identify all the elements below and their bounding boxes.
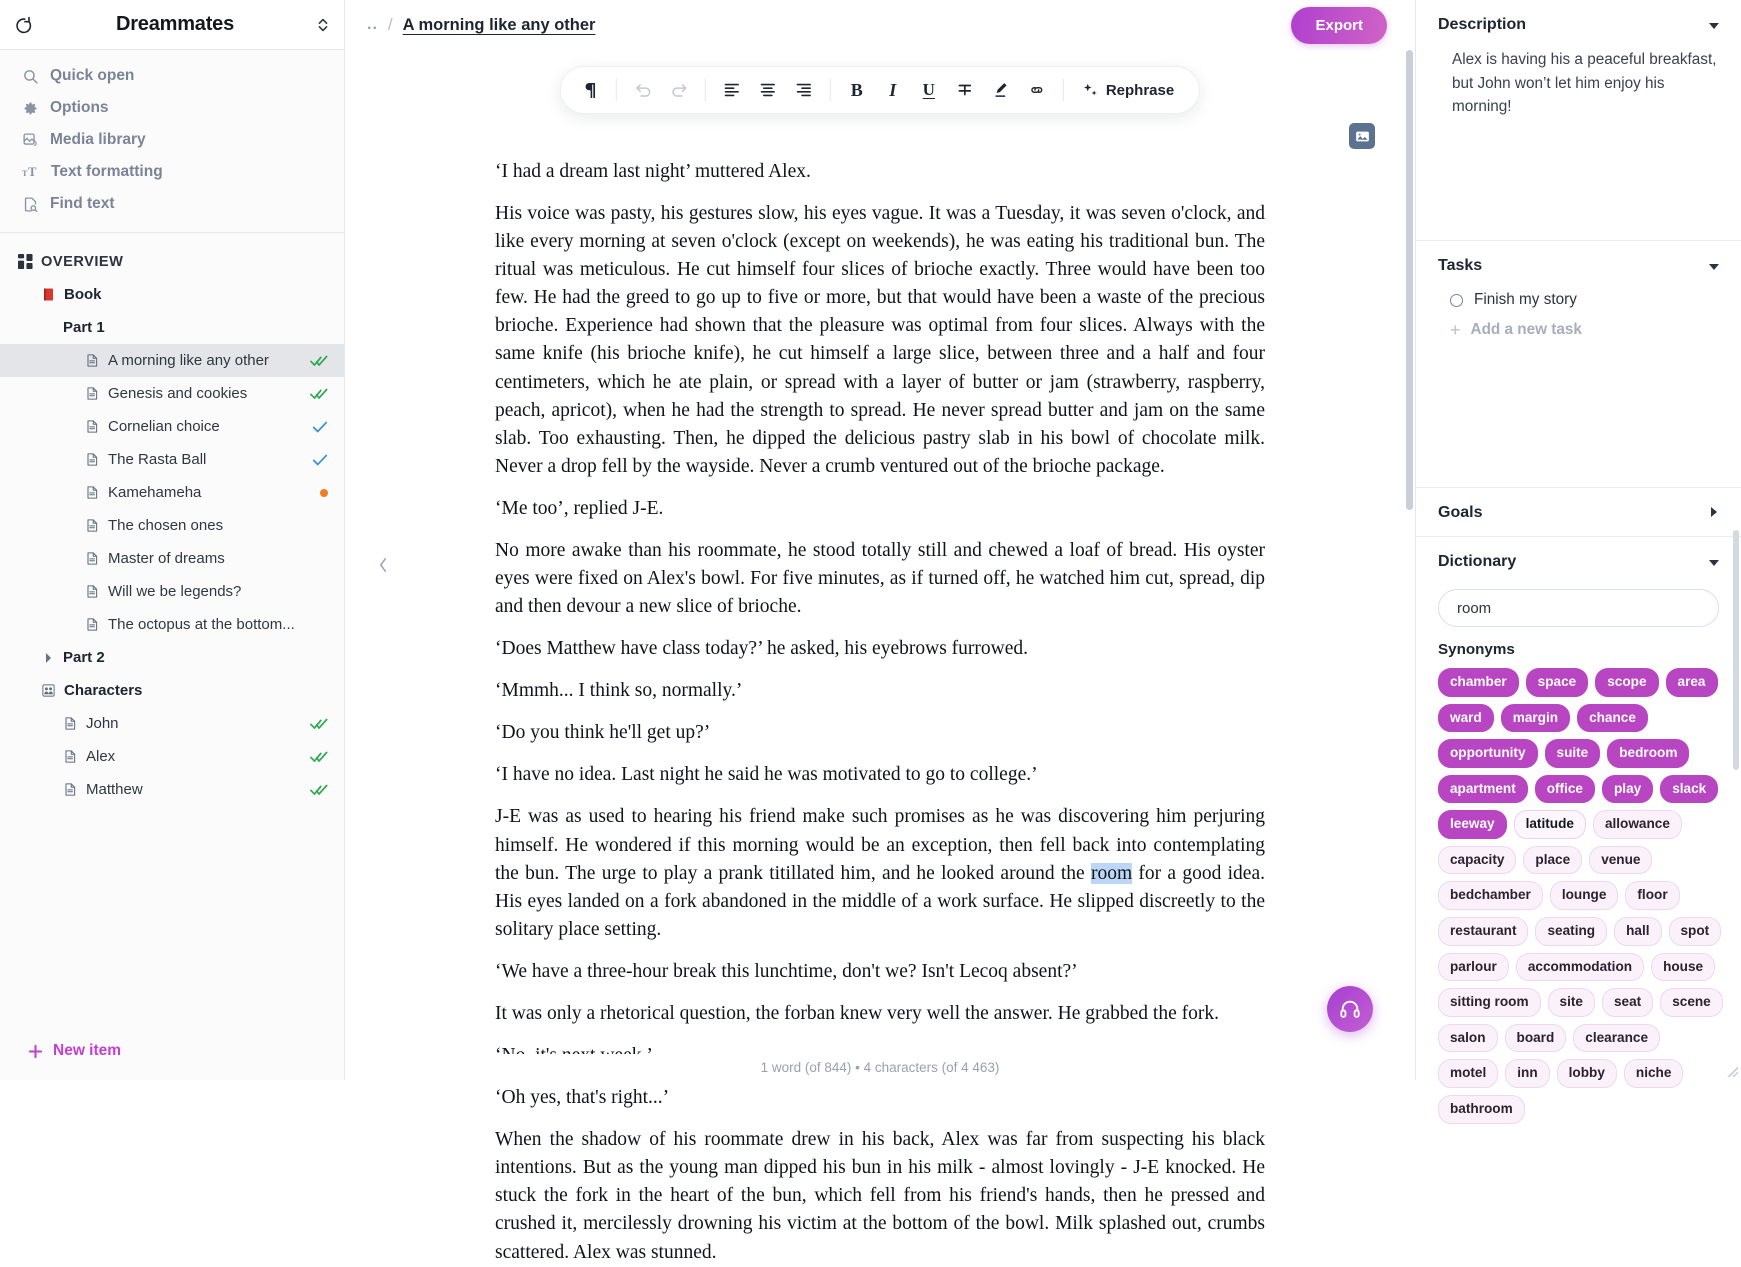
- tree-item-label: Will we be legends?: [108, 583, 242, 600]
- synonym-chip[interactable]: space: [1526, 668, 1589, 697]
- synonym-chip[interactable]: suite: [1545, 739, 1601, 768]
- goals-title: Goals: [1438, 504, 1483, 521]
- synonym-chip[interactable]: parlour: [1438, 953, 1509, 982]
- tree-item-label: Master of dreams: [108, 550, 225, 567]
- synonym-chip[interactable]: lounge: [1550, 881, 1619, 910]
- tree-item-label: A morning like any other: [108, 352, 269, 369]
- italic-icon[interactable]: I: [889, 79, 897, 100]
- document-paragraph[interactable]: ‘I have no idea. Last night he said he was motivated to go to college.’: [495, 764, 1038, 786]
- formatting-toolbar: [560, 66, 1200, 114]
- synonym-chip[interactable]: niche: [1624, 1059, 1684, 1088]
- sidebar-overview-label: OVERVIEW: [41, 253, 124, 270]
- synonym-chip[interactable]: bedroom: [1607, 739, 1689, 768]
- tree-item-part-1[interactable]: [0, 311, 344, 344]
- chevron-down-icon[interactable]: [1707, 556, 1719, 568]
- gear-icon: [22, 100, 39, 117]
- tree-item-label: Book: [64, 286, 102, 303]
- status-double-check-icon: [310, 387, 328, 401]
- plus-icon: [28, 1044, 43, 1059]
- breadcrumb-current[interactable]: A morning like any other: [402, 15, 596, 34]
- synonym-chip[interactable]: margin: [1501, 704, 1570, 733]
- synonym-chip[interactable]: restaurant: [1438, 917, 1528, 946]
- synonyms-title: Synonyms: [1438, 641, 1515, 658]
- tree-item-kamehameha[interactable]: [0, 476, 344, 509]
- synonym-chip[interactable]: office: [1535, 775, 1595, 804]
- panel-collapse-button[interactable]: [373, 555, 393, 575]
- synonym-chip[interactable]: place: [1523, 846, 1582, 875]
- synonym-chip[interactable]: opportunity: [1438, 739, 1538, 768]
- toolbar-separator: [830, 79, 831, 101]
- app-title: Dreammates: [115, 13, 235, 35]
- dictionary-section: [1416, 537, 1741, 1134]
- rephrase-label: Rephrase: [1105, 81, 1175, 99]
- tree-item-genesis-and-cookies[interactable]: [0, 377, 344, 410]
- document-icon: [63, 749, 78, 764]
- search-icon: [22, 68, 39, 85]
- dictionary-input-wrapper: [1416, 585, 1741, 641]
- plus-icon: +: [1450, 320, 1461, 340]
- tree-item-the-octopus-at-the-bottom[interactable]: [0, 608, 344, 641]
- synonym-chip[interactable]: allowance: [1593, 810, 1682, 839]
- tree-item-will-we-be-legends[interactable]: [0, 575, 344, 608]
- new-item-button[interactable]: [0, 1028, 344, 1080]
- document-icon: [85, 551, 100, 566]
- redo-icon[interactable]: [662, 74, 696, 106]
- synonym-chip[interactable]: inn: [1505, 1059, 1549, 1088]
- document-paragraph[interactable]: His voice was pasty, his gestures slow, his eyes vague. It was a Tuesday, it was seven o'clock, and like every morning at seven o'clock (except on weekends), he was eating his traditional bun. The ritual was meticulous. He cut himself four slices of brioche exactly. Three would have been too few. He had the greed to go up to five or more, but that would have been a waste of the precious brioche. Experience had shown that the pleasure was optimal from four slices. Always with the same knife (his brioche knife), he cut himself a large slice, between three and a half and four centimeters, which he ate plain, or spread with a layer of butter or jam (strawberry, raspberry, peach, apricot), when he had the strength to spread. He never spread butter and jam on the same slab. Too exhausting. Then, he dipped the delicious pastry slab in his bowl of chocolate milk. Never a drop fell by the wayside. Never a crumb ventured out of the brioche package.: [495, 203, 1265, 477]
- synonym-chip[interactable]: floor: [1625, 881, 1679, 910]
- status-double-check-icon: [310, 354, 328, 368]
- tree-item-cornelian-choice[interactable]: [0, 410, 344, 443]
- document-icon: [85, 386, 100, 401]
- tree-item-part-2[interactable]: [0, 641, 344, 674]
- editor-wrapper: [345, 50, 1415, 1263]
- status-double-check-icon: [310, 750, 328, 764]
- synonym-chip[interactable]: lobby: [1557, 1059, 1617, 1088]
- dictionary-header[interactable]: [1416, 537, 1741, 585]
- document-icon: [85, 452, 100, 467]
- chevron-right-icon[interactable]: [44, 652, 55, 663]
- breadcrumb-parent[interactable]: ..: [367, 16, 378, 33]
- document-paragraph[interactable]: ‘Me too’, replied J-E.: [495, 497, 664, 519]
- document-icon: [85, 518, 100, 533]
- synonym-chip[interactable]: hall: [1614, 917, 1661, 946]
- sidebar-item-overview[interactable]: [0, 245, 344, 278]
- right-panel-scrollbar[interactable]: [1733, 530, 1739, 770]
- synonym-chip[interactable]: sitting room: [1438, 988, 1541, 1017]
- tree-item-label: Kamehameha: [108, 484, 202, 501]
- synonym-chip[interactable]: seating: [1535, 917, 1607, 946]
- task-item[interactable]: [1416, 289, 1741, 315]
- selected-word[interactable]: room: [1090, 862, 1133, 884]
- tree-item-alex[interactable]: [0, 740, 344, 773]
- sidebar: [0, 0, 345, 1080]
- synonym-chip[interactable]: scope: [1595, 668, 1658, 697]
- svg-text:T: T: [28, 164, 37, 179]
- synonym-chip[interactable]: salon: [1438, 1024, 1498, 1053]
- tree-item-label: The octopus at the bottom...: [108, 616, 295, 633]
- tree-item-matthew[interactable]: [0, 773, 344, 806]
- document-paragraph[interactable]: [495, 803, 1265, 943]
- document-paragraph[interactable]: ‘Mmmh... I think so, normally.’: [495, 680, 743, 702]
- synonym-chip[interactable]: venue: [1589, 846, 1652, 875]
- status-double-check-icon: [310, 717, 328, 731]
- synonym-chip[interactable]: ward: [1438, 704, 1494, 733]
- rephrase-button[interactable]: [1073, 77, 1187, 104]
- document-icon: [85, 485, 100, 500]
- new-item-label: New item: [53, 1042, 122, 1059]
- goals-section: [1416, 488, 1741, 537]
- synonym-chip[interactable]: site: [1548, 988, 1595, 1017]
- logout-icon[interactable]: [14, 15, 34, 35]
- synonym-chip[interactable]: scene: [1660, 988, 1723, 1017]
- toolbar-separator: [616, 79, 617, 101]
- chevron-down-icon[interactable]: [44, 322, 55, 333]
- sidebar-item-label: Media library: [50, 131, 146, 148]
- synonym-chip[interactable]: leeway: [1438, 810, 1507, 839]
- synonyms-list: [1416, 668, 1741, 1134]
- paragraph-text-after: for a good idea. His eyes landed on a fork abandoned in the middle of a work surface. He slipped discreetly to the solitary place setting.: [495, 862, 1265, 940]
- sidebar-item-label: Options: [50, 99, 109, 116]
- sidebar-item-quick-open[interactable]: [0, 60, 344, 92]
- task-label: Finish my story: [1474, 291, 1577, 308]
- undo-icon[interactable]: [626, 74, 660, 106]
- tree-item-master-of-dreams[interactable]: [0, 542, 344, 575]
- description-title: Description: [1438, 16, 1527, 33]
- description-text[interactable]: Alex is having his a peaceful breakfast, but John won’t let him enjoy his morning!: [1452, 51, 1717, 116]
- sparkles-icon: [1082, 82, 1099, 99]
- tree-item-label: The chosen ones: [108, 517, 224, 534]
- synonym-chip[interactable]: clearance: [1573, 1024, 1660, 1053]
- sidebar-item-label: Find text: [50, 195, 115, 212]
- status-dot-icon: [320, 489, 328, 497]
- tree-item-label: Cornelian choice: [108, 418, 220, 435]
- toolbar-separator: [1063, 79, 1064, 101]
- sidebar-item-text-formatting[interactable]: [0, 156, 344, 188]
- link-icon[interactable]: [1020, 74, 1054, 106]
- sidebar-item-options[interactable]: [0, 92, 344, 124]
- align-center-icon[interactable]: [751, 74, 785, 106]
- synonym-chip[interactable]: play: [1602, 775, 1653, 804]
- document-icon: [85, 353, 100, 368]
- align-left-icon[interactable]: [715, 74, 749, 106]
- tree-item-label: Part 2: [63, 649, 105, 666]
- highlighter-icon[interactable]: [984, 74, 1018, 106]
- tree-item-a-morning-like-any-other[interactable]: [0, 344, 344, 377]
- description-section: [1416, 0, 1741, 241]
- synonym-chip[interactable]: capacity: [1438, 846, 1516, 875]
- document-icon: [63, 782, 78, 797]
- synonym-chip[interactable]: apartment: [1438, 775, 1528, 804]
- document-paragraph[interactable]: ‘Do you think he'll get up?’: [495, 722, 711, 744]
- synonym-chip[interactable]: board: [1505, 1024, 1567, 1053]
- sidebar-item-media-library[interactable]: [0, 124, 344, 156]
- strikethrough-icon[interactable]: [948, 74, 982, 106]
- tree-item-label: Characters: [64, 682, 143, 699]
- sidebar-header: [0, 0, 344, 50]
- top-bar: [345, 0, 1415, 50]
- sidebar-item-find-text[interactable]: [0, 188, 344, 220]
- description-body: [1416, 48, 1741, 240]
- paragraph-text: J-E was as used to hearing his friend make such promises as he was discovering him perjuring himself. He wondered if this morning would be an exception, then fell back into contemplating the bun. The urge to play a prank titillated him, and he looked around the: [495, 806, 1265, 884]
- sidebar-item-label: Text formatting: [51, 163, 163, 180]
- characters-icon: [41, 683, 56, 698]
- tree-item-characters[interactable]: [0, 674, 344, 707]
- synonym-chip[interactable]: chamber: [1438, 668, 1519, 697]
- chevron-right-icon[interactable]: [1707, 507, 1719, 519]
- tasks-header[interactable]: [1416, 241, 1741, 289]
- sidebar-tree: [0, 233, 344, 1028]
- chevron-down-icon[interactable]: [22, 289, 33, 300]
- tree-item-book[interactable]: [0, 278, 344, 311]
- synonym-chip[interactable]: spot: [1669, 917, 1722, 946]
- document-paragraph[interactable]: When the shadow of his roommate drew in his back, Alex was far from suspecting his black intentions. But as the young man dipped his bun in his milk - almost lovingly - J-E knocked. He stuck the fork in the heart of the bun, which fell from his friend's hands, then he pressed and crushed it, mercilessly drowning his victim at the bottom of the bowl. Milk splashed out, crumbs scattered. Alex was stunned.: [495, 1129, 1265, 1263]
- sort-updown-icon[interactable]: [316, 16, 330, 34]
- word-count-status: 1 word (of 844) • 4 characters (of 4 463): [345, 1054, 1415, 1080]
- chevron-down-icon[interactable]: [1707, 19, 1719, 31]
- add-task-label: Add a new task: [1470, 321, 1582, 338]
- add-task-button[interactable]: [1416, 315, 1741, 357]
- synonym-chip[interactable]: motel: [1438, 1059, 1498, 1088]
- editor-scrollbar[interactable]: [1406, 50, 1413, 510]
- tree-item-label: Matthew: [86, 781, 143, 798]
- tree-item-label: Part 1: [63, 319, 105, 336]
- sidebar-item-label: Quick open: [50, 67, 135, 84]
- document-paragraph[interactable]: ‘Oh yes, that's right...’: [495, 1087, 670, 1109]
- document-icon: [63, 716, 78, 731]
- synonym-chip[interactable]: chance: [1577, 704, 1648, 733]
- synonym-chip[interactable]: bathroom: [1438, 1095, 1525, 1124]
- headphones-icon[interactable]: [1327, 986, 1373, 1032]
- svg-text:T: T: [22, 168, 28, 178]
- toolbar-separator: [705, 79, 706, 101]
- main-area: [345, 0, 1415, 1263]
- document-icon: [85, 584, 100, 599]
- chevron-down-icon[interactable]: [1707, 260, 1719, 272]
- status-check-icon: [312, 420, 328, 434]
- task-checkbox-icon[interactable]: [1450, 294, 1463, 307]
- synonym-chip[interactable]: house: [1651, 953, 1715, 982]
- document-paragraph[interactable]: No more awake than his roommate, he stood totally still and chewed a loaf of bread. His oyster eyes were fixed on Alex's bowl. For five minutes, as if turned off, he watched him cut, spread, dip and then devour a new slice of brioche.: [495, 539, 1265, 618]
- tree-item-label: Alex: [86, 748, 116, 765]
- tree-item-label: Genesis and cookies: [108, 385, 248, 402]
- synonym-chip[interactable]: seat: [1602, 988, 1653, 1017]
- document-icon: [85, 617, 100, 632]
- chevron-down-icon[interactable]: [22, 685, 33, 696]
- document-paragraph[interactable]: ‘I had a dream last night’ muttered Alex.: [495, 161, 811, 182]
- document-paragraph[interactable]: ‘Does Matthew have class today?’ he asked, his eyebrows furrowed.: [495, 638, 1029, 660]
- sidebar-menu: [0, 50, 344, 233]
- book-icon: [41, 287, 56, 302]
- tasks-section: [1416, 241, 1741, 488]
- dictionary-title: Dictionary: [1438, 553, 1517, 570]
- export-button[interactable]: Export: [1291, 7, 1387, 44]
- align-right-icon[interactable]: [787, 74, 821, 106]
- status-double-check-icon: [310, 783, 328, 797]
- synonym-chip[interactable]: bedchamber: [1438, 881, 1543, 910]
- right-panel: [1415, 0, 1741, 1116]
- synonym-chip[interactable]: accommodation: [1516, 953, 1644, 982]
- document-paragraph[interactable]: It was only a rhetorical question, the forban knew very well the answer. He grabbed the fork.: [495, 1002, 1219, 1024]
- text-formatting-icon: [22, 164, 40, 180]
- paragraph-mark-icon[interactable]: [573, 74, 607, 106]
- tree-item-label: The Rasta Ball: [108, 451, 207, 468]
- tree-item-label: John: [86, 715, 119, 732]
- goals-header[interactable]: [1416, 488, 1741, 536]
- tasks-title: Tasks: [1438, 257, 1483, 274]
- synonym-chip[interactable]: latitude: [1514, 810, 1586, 839]
- tree-item-the-rasta-ball[interactable]: [0, 443, 344, 476]
- media-library-icon: [22, 132, 39, 149]
- document-paragraph[interactable]: ‘We have a three-hour break this lunchtime, don't we? Isn't Lecoq absent?’: [495, 960, 1078, 982]
- tree-item-john[interactable]: [0, 707, 344, 740]
- document-canvas[interactable]: [345, 50, 1415, 1263]
- status-check-icon: [312, 453, 328, 467]
- tree-item-the-chosen-ones[interactable]: [0, 509, 344, 542]
- bold-icon[interactable]: B: [850, 79, 863, 100]
- document-icon: [85, 419, 100, 434]
- synonym-chip[interactable]: area: [1666, 668, 1718, 697]
- description-header[interactable]: [1416, 0, 1741, 48]
- find-text-icon: [22, 196, 39, 213]
- synonym-chip[interactable]: slack: [1660, 775, 1718, 804]
- dictionary-search-input[interactable]: [1438, 589, 1719, 627]
- resize-handle[interactable]: [1726, 1065, 1738, 1077]
- overview-grid-icon: [18, 254, 33, 269]
- image-icon[interactable]: [1349, 123, 1375, 149]
- underline-icon[interactable]: U: [922, 80, 935, 99]
- breadcrumb-separator: /: [387, 15, 393, 34]
